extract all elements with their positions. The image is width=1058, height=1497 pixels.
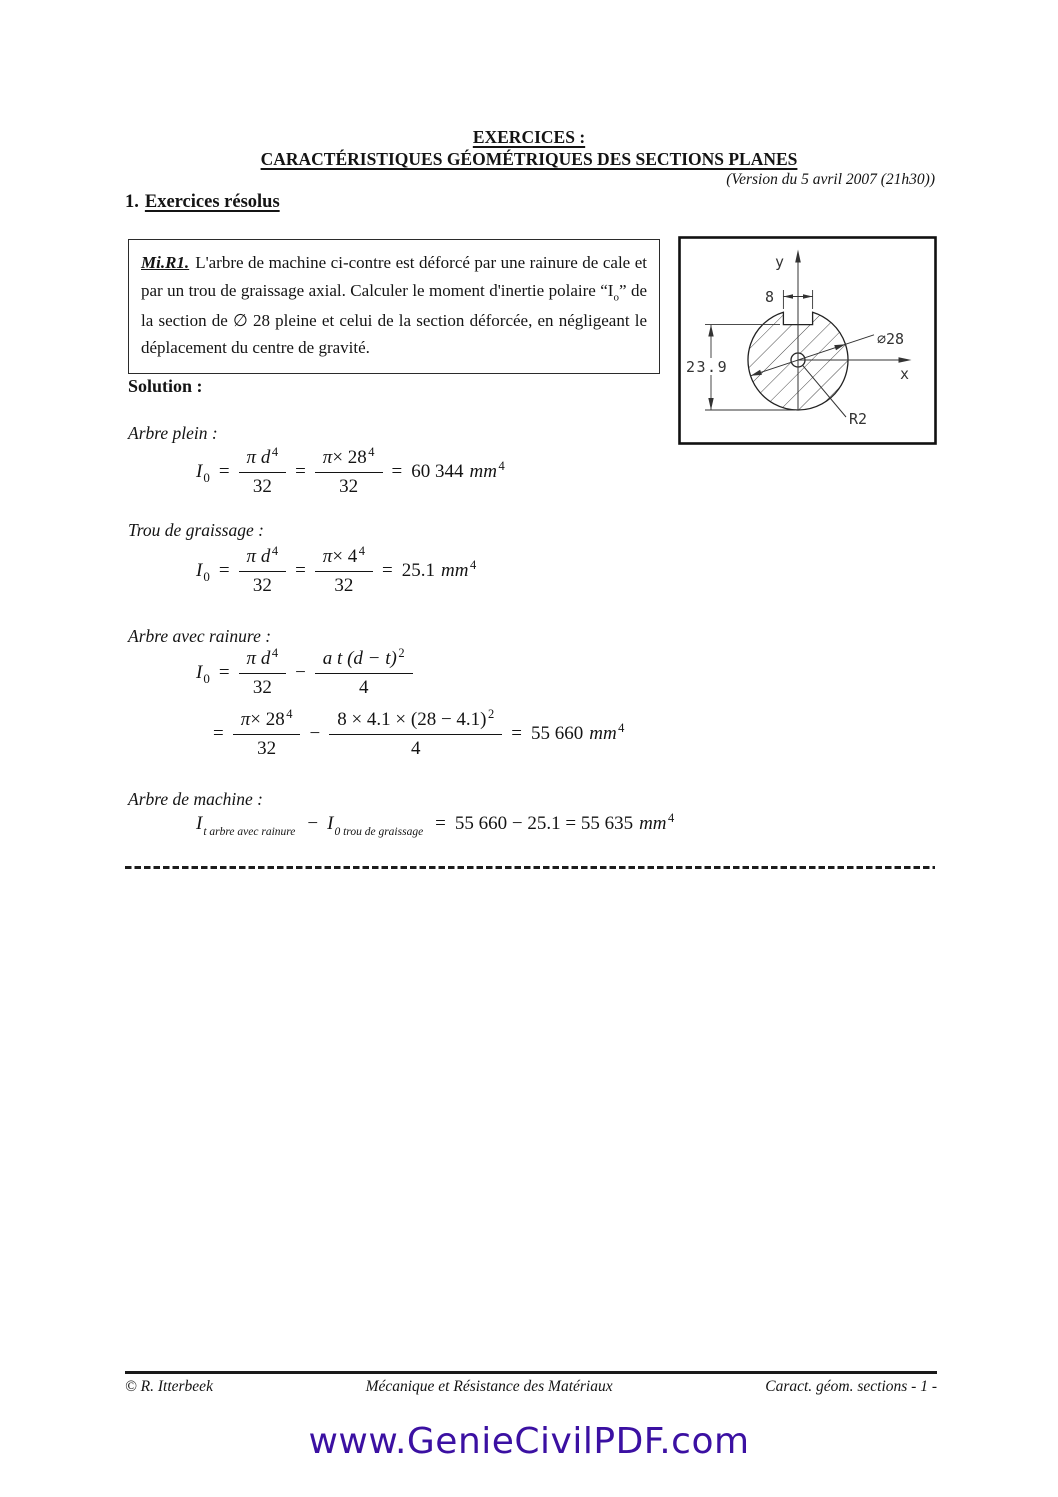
- formula-arbre-rainure-2: [213, 708, 624, 761]
- equals-sign: =: [295, 461, 306, 483]
- fraction: π d 4 32: [239, 446, 287, 499]
- title-line-2: CARACTÉRISTIQUES GÉOMÉTRIQUES DES SECTIONS PLANES: [260, 149, 798, 169]
- footer-author: © R. Itterbeek: [125, 1378, 213, 1395]
- dashed-separator: [125, 866, 935, 869]
- footer: [125, 1378, 937, 1396]
- formula-arbre-plein: [196, 446, 505, 499]
- equals-sign: =: [391, 461, 403, 483]
- math-lhs: I0: [196, 560, 210, 585]
- label-arbre-rainure: Arbre avec rainure :: [128, 626, 272, 646]
- fraction: π d 4 32: [239, 647, 287, 700]
- minus-sign: −: [295, 662, 306, 684]
- diameter-label: ∅28: [877, 330, 905, 348]
- equals-sign: =: [213, 723, 224, 745]
- formula-trou-graissage: [196, 545, 476, 598]
- math-result: 25.1 mm 4: [401, 558, 477, 582]
- section-number: 1.: [125, 192, 139, 212]
- equals-sign: =: [511, 723, 522, 745]
- section-title: Exercices résolus: [144, 192, 280, 212]
- problem-text-subscript: o: [613, 290, 619, 303]
- equals-sign: =: [295, 560, 306, 582]
- equals-sign: =: [218, 662, 230, 684]
- math-result: 55 660 mm 4: [530, 721, 625, 745]
- label-arbre-machine: Arbre de machine :: [128, 789, 263, 809]
- label-trou-graissage: Trou de graissage :: [128, 520, 264, 540]
- fraction: π × 4 4 32: [315, 545, 373, 598]
- equals-sign: =: [382, 560, 393, 582]
- problem-statement-box: [128, 239, 660, 374]
- fraction: 8 × 4.1 × (28 − 4.1) 2 4: [329, 708, 502, 761]
- math-lhs: I0: [196, 461, 210, 486]
- formula-arbre-machine: [196, 811, 675, 838]
- math-lhs: It arbre avec rainure: [196, 813, 296, 838]
- radius-label: R2: [849, 410, 868, 428]
- label-arbre-plein: Arbre plein :: [128, 423, 218, 443]
- math-lhs: I0 trou de graissage: [327, 813, 424, 838]
- page-title: [0, 126, 1058, 170]
- footer-page-ref: Caract. géom. sections - 1 -: [765, 1378, 937, 1395]
- depth-dim: 23.9: [686, 358, 729, 376]
- fraction: π × 28 4 32: [315, 446, 383, 499]
- math-result: 55 660 − 25.1 = 55 635 mm 4: [454, 811, 675, 834]
- fraction: a t (d − t) 2 4: [315, 647, 413, 700]
- problem-text-cont: ” de la section de ∅ 28 pleine et celui de la section déforcée, en négligeant le déplacement du centre de gravité.: [141, 280, 647, 358]
- formula-arbre-rainure-1: [196, 647, 413, 700]
- problem-id: Mi.R1.: [141, 253, 190, 272]
- y-axis-label: y: [775, 253, 785, 271]
- math-lhs: I0: [196, 662, 210, 687]
- section-heading: [125, 192, 280, 213]
- version-note: (Version du 5 avril 2007 (21h30)): [726, 171, 935, 188]
- equals-sign: =: [435, 813, 446, 834]
- math-result: 60 344 mm 4: [411, 459, 505, 483]
- solution-heading: Solution :: [128, 376, 203, 396]
- x-axis-label: x: [900, 365, 910, 383]
- equals-sign: =: [218, 560, 230, 582]
- minus-sign: −: [307, 813, 319, 834]
- footer-course-title: Mécanique et Résistance des Matériaux: [365, 1378, 613, 1395]
- shaft-section-drawing: [678, 236, 937, 445]
- fraction: π × 28 4 32: [233, 708, 301, 761]
- problem-text: L'arbre de machine ci-contre est déforcé par une rainure de cale et par un trou de graissage axial. Calculer le moment d'inertie polaire “I: [141, 253, 647, 300]
- keyway-width-dim: 8: [765, 288, 775, 306]
- title-line-1: EXERCICES :: [472, 127, 586, 147]
- footer-rule: [125, 1371, 937, 1374]
- watermark-url: www.GenieCivilPDF.com: [308, 1421, 750, 1462]
- minus-sign: −: [309, 723, 321, 745]
- fraction: π d 4 32: [239, 545, 287, 598]
- equals-sign: =: [218, 461, 230, 483]
